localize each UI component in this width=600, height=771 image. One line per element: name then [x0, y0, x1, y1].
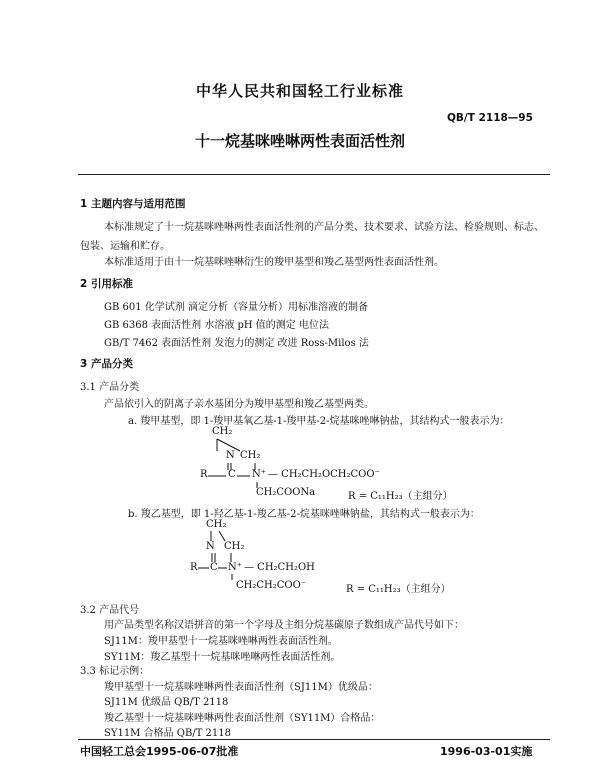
structure-a-side-chain: — CH₂CH₂OCH₂COO⁻	[268, 469, 380, 480]
structure-b-n-plus: N⁺	[228, 562, 243, 573]
structure-a-n-top: N	[226, 450, 235, 461]
section-3-3-line-2: SJ11M 优级品 QB/T 2118	[104, 697, 229, 708]
footer-rule	[78, 739, 550, 740]
section-3-2-line-3: SY11M：羧乙基型十一烷基咪唑啉两性表面活性剂。	[104, 652, 341, 663]
section-1-heading: 1 主题内容与适用范围	[80, 198, 186, 210]
structure-b-n-top: N	[206, 541, 215, 552]
section-3-2-heading: 3.2 产品代号	[80, 605, 140, 616]
reference-gb601: GB 601 化学试剂 滴定分析（容量分析）用标准溶液的制备	[104, 302, 368, 313]
bond-a-2	[217, 439, 240, 451]
section-3-3-line-4: SY11M 合格品 QB/T 2118	[104, 728, 231, 739]
reference-gbt7462: GB/T 7462 表面活性剂 发泡力的测定 改进 Ross-Milos 法	[104, 338, 369, 349]
item-b-description: b. 羧乙基型，即 1-羟乙基-1-羧乙基-2-烷基咪唑啉钠盐，其结构式一般表示为：	[128, 509, 480, 520]
section-3-2-line-2: SJ11M：羧甲基型十一烷基咪唑啉两性表面活性剂。	[104, 636, 338, 647]
section-3-3-line-3: 羧乙基型十一烷基咪唑啉两性表面活性剂（SY11M）合格品：	[104, 713, 381, 724]
structure-b-r-definition: R = C₁₁H₂₃（主组分）	[346, 584, 451, 595]
structure-a-ch2-mid: CH₂	[240, 450, 261, 461]
section-3-1-heading: 3.1 产品分类	[80, 382, 140, 393]
document-title: 十一烷基咪唑啉两性表面活性剂	[194, 132, 405, 150]
section-2-heading: 2 引用标准	[80, 278, 133, 290]
section-1-para-2: 本标准适用于由十一烷基咪唑啉衍生的羧甲基型和羧乙基型两性表面活性剂。	[104, 257, 444, 268]
structure-a-ch2-top: CH₂	[212, 426, 233, 437]
standard-number: QB/T 2118—95	[447, 112, 533, 124]
structure-b-side-chain: — CH₂CH₂OH	[244, 562, 315, 573]
structure-b-lower-chain: CH₂CH₂COO⁻	[236, 580, 307, 591]
structure-a-bonds	[195, 425, 285, 500]
structure-b-r: R	[190, 562, 198, 573]
effective-date: 1996-03-01实施	[440, 745, 533, 758]
structure-b-ch2-mid: CH₂	[224, 541, 245, 552]
section-3-3-heading: 3.3 标记示例：	[80, 666, 150, 677]
section-1-para-1-line-1: 本标准规定了十一烷基咪唑啉两性表面活性剂的产品分类、技术要求、试验方法、检验规则、标志、	[104, 222, 544, 233]
structure-a-n-plus: N⁺	[252, 469, 267, 480]
section-3-heading: 3 产品分类	[80, 358, 133, 370]
structure-b-bonds	[185, 518, 265, 593]
structure-a-lower-chain: CH₂COONa	[256, 487, 316, 498]
structure-b-ch2-top: CH₂	[206, 519, 227, 530]
structure-a-r: R	[200, 469, 208, 480]
approval-date: 中国轻工总会1995-06-07批准	[80, 745, 239, 758]
org-title: 中华人民共和国轻工行业标准	[195, 82, 404, 100]
structure-a-r-definition: R = C₁₁H₂₃（主组分）	[348, 491, 453, 502]
reference-gb6368: GB 6368 表面活性剂 水溶液 pH 值的测定 电位法	[104, 320, 329, 331]
section-3-1-intro: 产品依引入的阴离子亲水基团分为羧甲基型和羧乙基型两类。	[104, 399, 374, 410]
item-a-description: a. 羧甲基型，即 1-羧甲基氧乙基-1-羧甲基-2-烷基咪唑啉钠盐，其结构式一般表示为：	[128, 416, 510, 427]
section-3-3-line-1: 羧甲基型十一烷基咪唑啉两性表面活性剂（SJ11M）优级品：	[104, 682, 378, 693]
structure-b-c: C	[210, 562, 218, 573]
section-3-2-line-1: 用产品类型名称汉语拼音的第一个字母及主组分烷基碳原子数组成产品代号如下：	[104, 620, 464, 631]
bond-b-2	[219, 531, 225, 541]
structure-a-c: C	[228, 469, 236, 480]
header-rule	[78, 174, 550, 175]
section-1-para-1-line-2: 包装、运输和贮存。	[80, 241, 170, 252]
